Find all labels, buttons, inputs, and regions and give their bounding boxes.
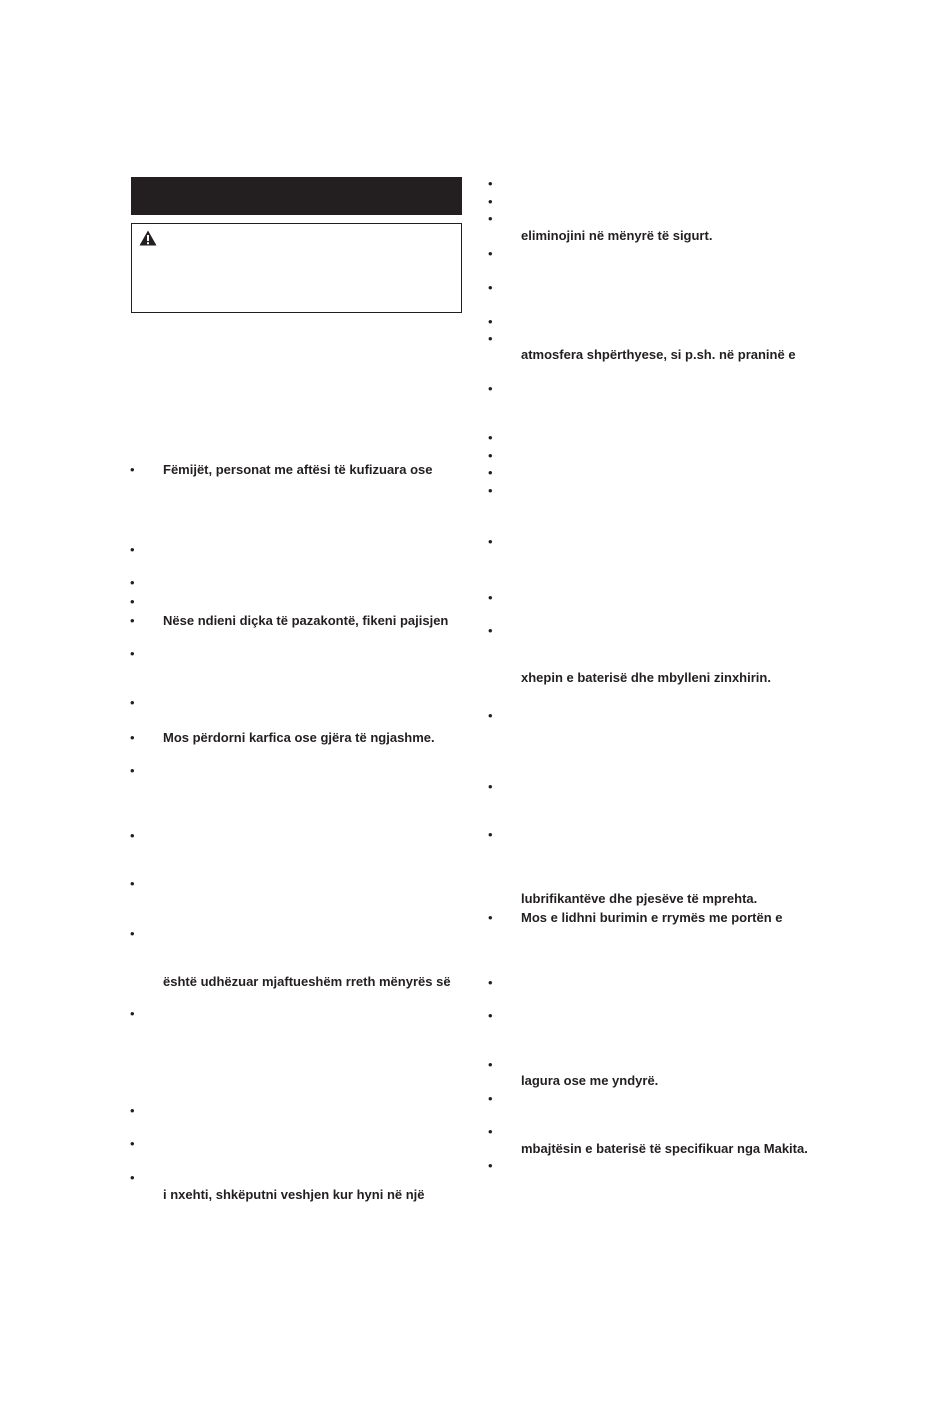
bullet-marker: • (488, 381, 493, 396)
bullet-marker: • (130, 542, 135, 557)
bullet-marker: • (488, 1124, 493, 1139)
bullet-marker: • (130, 1103, 135, 1118)
bullet-marker: • (130, 763, 135, 778)
bullet-marker: • (488, 910, 493, 925)
bullet-marker: • (488, 448, 493, 463)
bullet-marker: • (488, 590, 493, 605)
right-text-line: eliminojini në mënyrë të sigurt. (521, 228, 713, 243)
right-text-line: lubrifikantëve dhe pjesëve të mprehta. (521, 891, 758, 906)
bullet-marker: • (488, 314, 493, 329)
warning-triangle-icon (139, 230, 157, 246)
bullet-marker: • (488, 194, 493, 209)
bullet-marker: • (130, 1170, 135, 1185)
bullet-marker: • (488, 827, 493, 842)
left-text-line: Fëmijët, personat me aftësi të kufizuara ose (163, 462, 433, 477)
bullet-marker: • (488, 1008, 493, 1023)
bullet-marker: • (130, 1136, 135, 1151)
bullet-marker: • (488, 331, 493, 346)
bullet-marker: • (130, 828, 135, 843)
left-text-line: është udhëzuar mjaftueshëm rreth mënyrës së (163, 974, 451, 989)
bullet-marker: • (488, 280, 493, 295)
bullet-marker: • (488, 430, 493, 445)
bullet-marker: • (488, 975, 493, 990)
right-text-line: Mos e lidhni burimin e rrymës me portën e (521, 910, 783, 925)
bullet-marker: • (488, 1057, 493, 1072)
bullet-marker: • (488, 483, 493, 498)
bullet-marker: • (130, 695, 135, 710)
warning-box (131, 223, 462, 313)
right-text-line: mbajtësin e baterisë të specifikuar nga Makita. (521, 1141, 808, 1156)
bullet-marker: • (130, 613, 135, 628)
bullet-marker: • (488, 623, 493, 638)
bullet-marker: • (488, 779, 493, 794)
bullet-marker: • (130, 594, 135, 609)
bullet-marker: • (130, 926, 135, 941)
right-text-line: atmosfera shpërthyese, si p.sh. në praninë e (521, 347, 796, 362)
right-text-line: lagura ose me yndyrë. (521, 1073, 659, 1088)
bullet-marker: • (488, 465, 493, 480)
left-text-line: Nëse ndieni diçka të pazakontë, fikeni pajisjen (163, 613, 449, 628)
bullet-marker: • (130, 575, 135, 590)
bullet-marker: • (488, 211, 493, 226)
bullet-marker: • (488, 1091, 493, 1106)
bullet-marker: • (130, 462, 135, 477)
left-text-line: i nxehti, shkëputni veshjen kur hyni në një (163, 1187, 425, 1202)
left-text-line: Mos përdorni karfica ose gjëra të ngjashme. (163, 730, 435, 745)
bullet-marker: • (488, 534, 493, 549)
section-header-bar (131, 177, 462, 215)
bullet-marker: • (488, 708, 493, 723)
right-text-line: xhepin e baterisë dhe mbylleni zinxhirin. (521, 670, 771, 685)
bullet-marker: • (488, 246, 493, 261)
bullet-marker: • (488, 1158, 493, 1173)
bullet-marker: • (130, 646, 135, 661)
bullet-marker: • (130, 1006, 135, 1021)
bullet-marker: • (130, 730, 135, 745)
bullet-marker: • (488, 176, 493, 191)
bullet-marker: • (130, 876, 135, 891)
